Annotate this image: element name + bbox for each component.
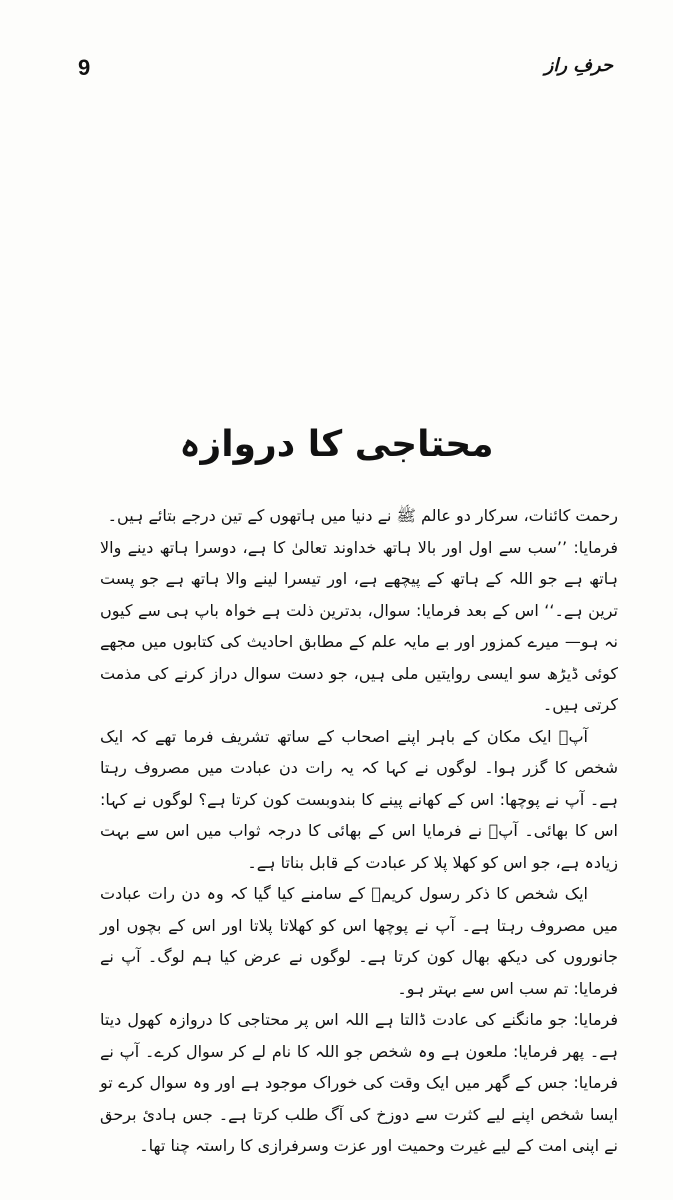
paragraph: رحمت کائنات، سرکار دو عالم ﷺ نے دنیا میں ہاتھوں کے تین درجے بتائے ہیں۔ <box>107 506 618 525</box>
page-header <box>70 55 613 95</box>
paragraph: ایک شخص کا ذکر رسول کریمؐ کے سامنے کیا گیا کہ وہ دن رات عبادت میں مصروف رہتا ہے۔ آپ نے پوچھا اس کو کھلاتا پلاتا اور اس کے بچوں اور جانوروں کی دیکھ بھال کون کرتا ہے۔ لوگوں نے عرض کیا ہم لوگ۔ آپ نے فرمایا: تم سب اس سے بہتر ہو۔ <box>100 884 618 998</box>
paragraph: فرمایا: جو مانگنے کی عادت ڈالتا ہے اللہ اس پر محتاجی کا دروازہ کھول دیتا ہے۔ پھر فرمایا: ملعون ہے وہ شخص جو اللہ کا نام لے کر سوال کرے۔ آپ نے فرمایا: جس کے گھر میں ایک وقت کی خوراک موجود ہے اور وہ سوال کرے تو ایسا شخص اپنے لیے کثرت سے دوزخ کی آگ طلب کرتا ہے۔ جس ہادیٔ برحق نے اپنی امت کے لیے غیرت وحمیت اور عزت وسرفرازی کا راستہ چنا تھا۔ <box>100 1010 618 1155</box>
paragraph: آپؐ ایک مکان کے باہر اپنے اصحاب کے ساتھ تشریف فرما تھے کہ ایک شخص کا گزر ہوا۔ لوگوں نے کہا کہ یہ رات دن عبادت میں مصروف رہتا ہے۔ آپ نے پوچھا: اس کے کھانے پینے کا بندوبست کون کرتا ہے؟ لوگوں نے کہا: اس کا بھائی۔ آپؐ نے فرمایا اس کے بھائی کا درجہ ثواب میں اس سے بہت زیادہ ہے، جو اس کو کھلا پلا کر عبادت کے قابل بناتا ہے۔ <box>100 726 618 872</box>
page-number: 9 <box>78 55 91 80</box>
body-text <box>100 500 618 1162</box>
running-title: حرفِ راز <box>544 55 613 76</box>
paragraph: فرمایا: ’’سب سے اول اور بالا ہاتھ خداوند تعالیٰ کا ہے، دوسرا ہاتھ دینے والا ہاتھ ہے جو اللہ کے ہاتھ کے پیچھے ہے، اور تیسرا لینے والا ہاتھ ہے جو پست ترین ہے۔‘‘ اس کے بعد فرمایا: سوال، بدترین ذلت ہے خواہ باپ ہی سے کیوں نہ ہو— میرے کمزور اور بے مایہ علم کے مطابق احادیث کی کتابوں میں مجھے کوئی ڈیڑھ سو ایسی روایتیں ملی ہیں، جو دست سوال دراز کرنے کی مذمت کرتی ہیں۔ <box>100 537 618 714</box>
chapter-title: محتاجی کا دروازہ <box>179 424 494 466</box>
